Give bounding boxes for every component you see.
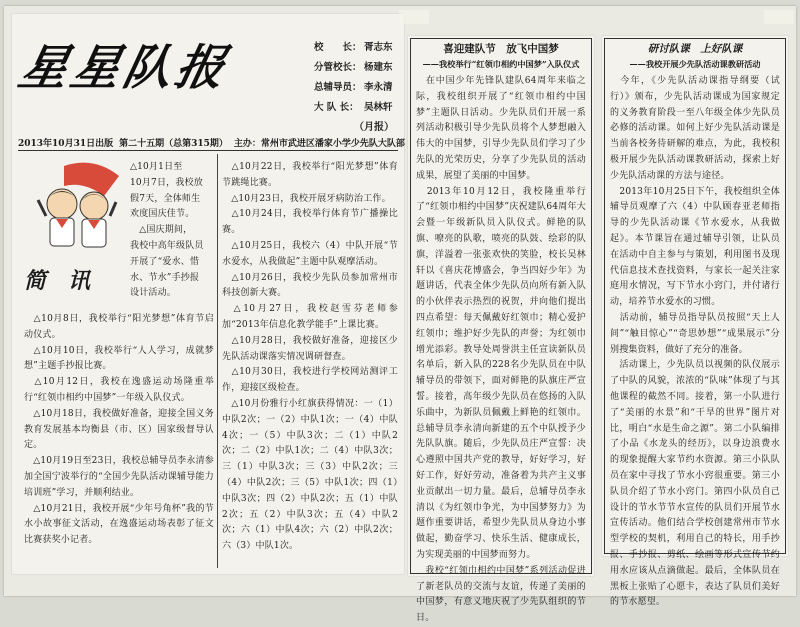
children-saluting-illustration (24, 156, 124, 256)
induction-article-title: 喜迎建队节 放飞中国梦 (443, 43, 559, 55)
briefs-column-1: △10月8日，我校举行“阳光梦想”体育节启动仪式。 △10月10日，我校举行“人人学习，成就梦想”主题手抄报比赛。 △10月12日，我校在逸盛运动场隆重举行“红领巾相约中国梦”一年级入队仪式。 △10月18日，我校做好准备，迎接全国义务教育发展基本均衡县（市、区）国家级督导认定。 △10月19日至23日，我校总辅导员李永清参加全国宁波举行的“全国少先队活动课辅导能力培训班”学习，并顺利结业。 △10月21日，我校开展“少年号角杯”我的节水小故事征文活动，在逸盛运动场表彰了征文比赛获奖小记者。 (24, 314, 214, 546)
column-divider (217, 154, 218, 568)
induction-article-subtitle: ——我校举行“红领巾相约中国梦”入队仪式 (422, 59, 580, 69)
tape-strip (399, 10, 429, 24)
front-page-sheet (12, 14, 404, 574)
newspaper-title: 星星队报 (14, 40, 234, 96)
staff-row: 分管校长： 杨建东 (314, 62, 393, 73)
bulletin-board (4, 6, 796, 624)
staff-list (314, 36, 406, 116)
tape-strip (764, 10, 794, 24)
research-article-subtitle: ——我校开展少先队活动课教研活动 (629, 59, 761, 69)
issue-date: 2013年10月31日出版 (18, 138, 114, 149)
dateline (18, 134, 405, 151)
staff-row: 校 长： 胥志东 (314, 42, 393, 53)
research-article-body: 今年，《少先队活动课指导纲要（试行）》颁布，少先队活动课成为国家规定的义务教育阶段一至八年级全体少先队员必修的活动课。如何上好少先队活动课是当前各校务待研解的难点，为此，我校积极开展少先队活动课教研活动，探索上好少先队活动课的方法与途径。 2013年10月25日下午，我校组织全体辅导员观摩了六（4）中队顾春亚老师指导的少先队活动课《节水爱水，从我做起》。本节课旨在通过辅导引领，让队员在活动中自主参与与策划，利用图书及现代信息技术查找资料，与家长一起关注家庭用水情况，写下节水小窍门，并付诸行动，培养节水爱水的习惯。 活动前，辅导员指导队员按照“天上人间”“触目惊心”“奇思妙想”“成果展示”分别搜集资料，做好了充分的准备。 活动课上，少先队员以视频的队仪展示了中队的风貌，浓浓的“队味”体现了与其他课程的截然不同。接着，第一小队进行了“美丽的水景”和“干旱的世界”图片对比，明白“水是生命之源”。第二小队编排了小品《水龙头的经历》，以身边浪费水的现象提醒大家节约水资源。第三小队队员在家中寻找了节水小窍很重要。第三小队员介绍了节水小窍门。第四小队员自己设计的节水节节水宣传的队员们开展节水宣传活动。他们结合学校创建常州市节水型学校的契机，利用自己的特长，用手抄报、手抄报、剪纸、绘画等形式宣传节约用水应该从点滴做起。最后，全体队员在黑板上张贴了心愿卡，表达了队员们美好的节水愿望。 (610, 76, 780, 608)
research-article-title: 研讨队课 上好队课 (647, 43, 743, 55)
briefs-column-2: △10月22日，我校举行“阳光梦想”体育节跳绳比赛。 △10月23日，我校开展牙病防治工作。 △10月24日，我校举行体育节广播操比赛。 △10月25日，我校六（4）中队开展“节水爱水，从我做起”主题中队观摩活动。 △10月26日，我校少先队员参加常州市科技创新大赛。 △10月27日，我校赵雪芬老师参加“2013年信息化教学能手”上课比赛。 △10月28日，我校做好准备，迎接区少先队活动课落实情况调研督查。 △10月30日，我校进行学校网站测评工作，迎接区级检查。 △10月份雅行小红旗获得情况：一（1）中队2次；一（2）中队1次；一（4）中队4次；一（5）中队3次；二（1）中队2次；二（2）中队1次；二（4）中队3次；三（1）中队3次；三（3）中队2次；三（4）中队2次；三（5）中队1次；四（1）中队3次；四（2）中队2次；五（1）中队2次；五（2）中队3次；五（4）中队2次；六（1）中队4次；六（2）中队2次；六（3）中队1次。 (222, 162, 398, 552)
research-article (604, 38, 786, 608)
induction-article (410, 38, 592, 624)
staff-row: 大 队 长： 吴林轩 (314, 102, 393, 113)
issue-frequency: （月报） (354, 122, 394, 133)
staff-row: 总辅导员： 李永清 (314, 82, 393, 93)
induction-article-body: 在中国少年先锋队建队64周年来临之际，我校组织开展了“红领巾相约中国梦”主题队日活动。少先队员们开展一系列活动积极引导少先队员将个人梦想融入伟大的中国梦，引导少先队员们学习了少先队的光荣历史，分享了少先队员的活动成果，展望了美丽的中国梦。 2013年10月12日，我校隆重举行了“红领巾相约中国梦”庆祝建队64周年大会暨一年级新队员入队仪式。鲜艳的队旗、嘹亮的队歌，喷亮的队鼓、绘彩的队旗，洋溢着一张张欢快的笑脸，校长吴林轩以《喜庆花博盛会，争当四好少年》为题讲话，代表全体少先队员向所有新入队的小伙伴表示热烈的祝贺，并向他们提出四点希望：每天佩戴好红领巾；精心爱护红领巾；维护好少先队的声誉；为红领巾增光添彩。教导处周誉洪主任宣读新队员名单后，新入队的228名少先队员在中队辅导员的带领下，面对鲜艳的队旗庄严宣誓。接着，高年级少先队员在悠扬的入队乐曲中，为新队员佩戴上鲜艳的红领巾。总辅导员李永清向新建的五个中队授予少先队队旗。随后，少先队员庄严宣誓：决心遵照中国共产党的教导，好好学习，好好工作，好好劳动，准备着为共产主义事业贡献出一切力量。最后，总辅导员李永清以《为红领巾争光，为中国梦努力》为题作重要讲话，希望少先队员从身边小事做起，勤奋学习、快乐生活、健康成长，为实现美丽的中国梦而努力。 我校“红领巾相约中国梦”系列活动促进了新老队员的交流与友谊，传递了美丽的中国梦，有意义地庆祝了少先队组织的节日。 (416, 76, 586, 624)
induction-article-sheet (408, 36, 594, 624)
sponsor: 主办：常州市武进区潘家小学少先队大队部 (233, 138, 405, 149)
briefs-column-1-top: △10月1日至 10月7日，我校放 假7天，全体师生 欢度国庆佳节。 △国庆期间， 我校中高年级队员 开展了“爱水、惜 水、节水”手抄报 设计活动。 (130, 162, 204, 299)
research-article-sheet (602, 36, 788, 608)
issue-number: 第二十五期（总第315期） (119, 138, 228, 149)
briefs-heading: 简讯 (24, 268, 113, 294)
